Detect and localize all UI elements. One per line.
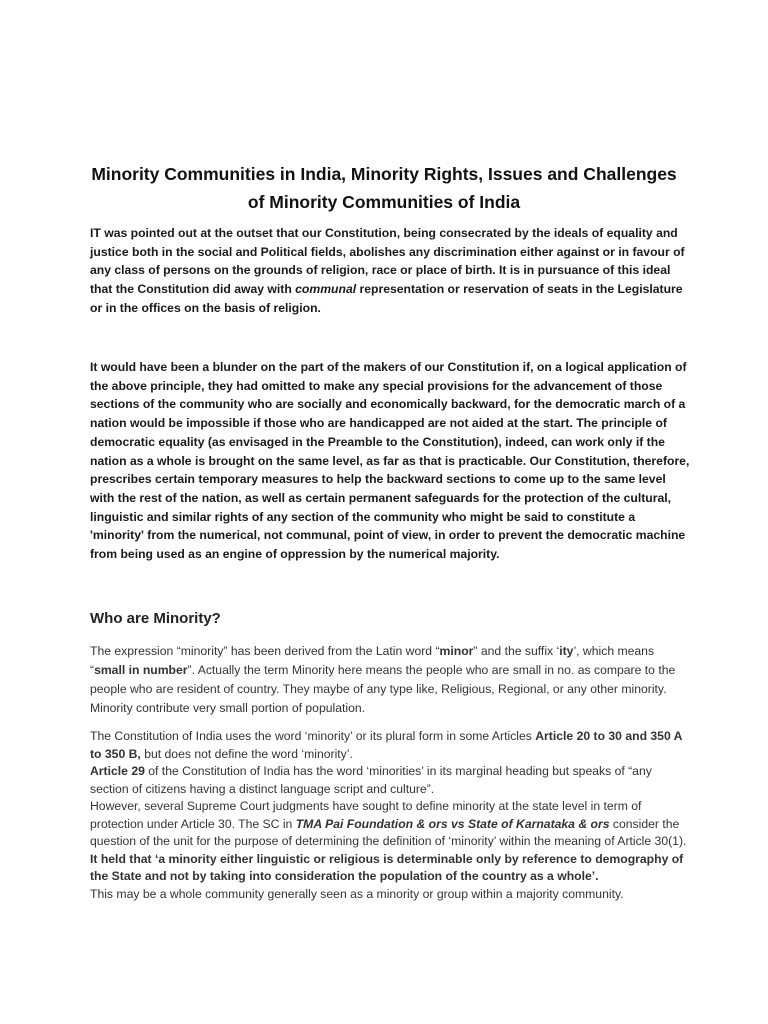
const-text-e: consider the question of the unit for the purpose of determining the definition of ‘minority’ within the meaning of Article 30(1). <box>90 816 687 848</box>
title-line-1: Minority Communities in India, Minority Rights, Issues and Challenges <box>91 164 677 184</box>
def-text-c: ’, which means “ <box>90 644 655 677</box>
paragraph-intro <box>90 224 690 318</box>
intro-text-b: representation or reservation of seats in the Legislature or in the offices on the basis of religion. <box>90 282 683 315</box>
def-minor: minor <box>439 644 474 658</box>
def-ity: ity <box>559 644 574 658</box>
def-text-b: ” and the suffix ‘ <box>473 644 560 658</box>
const-text-d: However, several Supreme Court judgments have sought to define minority at the state level in term of protection under Article 30. The SC in <box>90 799 642 831</box>
const-text-c: of the Constitution of India has the word ‘minorities’ in its marginal heading but speaks of “any section of citizens having a distinct language script and culture”. <box>90 764 652 796</box>
const-text-b: but does not define the word ‘minority’. <box>140 746 353 761</box>
const-case-name: TMA Pai Foundation & ors vs State of Karnataka & ors <box>295 816 610 831</box>
const-articles: Article 20 to 30 and 350 A to 350 B, <box>90 729 683 761</box>
title-line-2: of Minority Communities of India <box>247 192 521 212</box>
const-text-a: The Constitution of India uses the word ‘minority’ or its plural form in some Articles <box>90 729 536 743</box>
intro-text-a: IT was pointed out at the outset that our Constitution, being consecrated by the ideals of equality and justice both in the social and Political fields, abolishes any discrimination either against or in favour of any class of persons on the grounds of religion, race or place of birth. It is in pursuance of this ideal that the Constitution did away with <box>90 226 685 297</box>
def-small: small in number <box>94 663 188 677</box>
paragraph-definition <box>90 642 690 718</box>
document-title <box>60 160 708 216</box>
const-text-f: This may be a whole community generally seen as a minority or group within a majority community. <box>90 886 624 901</box>
intro-communal: communal <box>295 282 357 297</box>
paragraph-constitution <box>90 728 690 903</box>
paragraph-blunder: It would have been a blunder on the part of the makers of our Constitution if, on a logical application of the above principle, they had omitted to make any special provisions for the advancement of those sections of the community who are socially and economically backward, for the democratic march of a nation would be impossible if those who are handicapped are not aided at the start. The principle of democratic equality (as envisaged in the Preamble to the Constitution), indeed, can work only if the nation as a whole is brought on the same level, as far as that is practicable. Our Constitution, therefore, prescribes certain temporary measures to help the backward sections to come up to the same level with the rest of the nation, as well as certain permanent safeguards for the protection of the cultural, linguistic and similar rights of any section of the community who might be said to constitute a 'minority' from the numerical, not communal, point of view, in order to prevent the democratic machine from being used as an engine of oppression by the numerical majority. <box>90 360 690 562</box>
def-text-d: ”. Actually the term Minority here means the people who are small in no. as compare to the people who are resident of country. They maybe of any type like, Religious, Regional, or any other minority. Minority contribute very small portion of population. <box>90 663 676 715</box>
const-held: It held that ‘a minority either linguistic or religious is determinable only by reference to demography of the State and not by taking into consideration the population of the country as a whole’. <box>90 851 684 883</box>
section-heading: Who are Minority? <box>90 610 221 627</box>
const-article-29: Article 29 <box>90 764 145 778</box>
def-text-a: The expression “minority” has been derived from the Latin word “ <box>90 644 440 658</box>
